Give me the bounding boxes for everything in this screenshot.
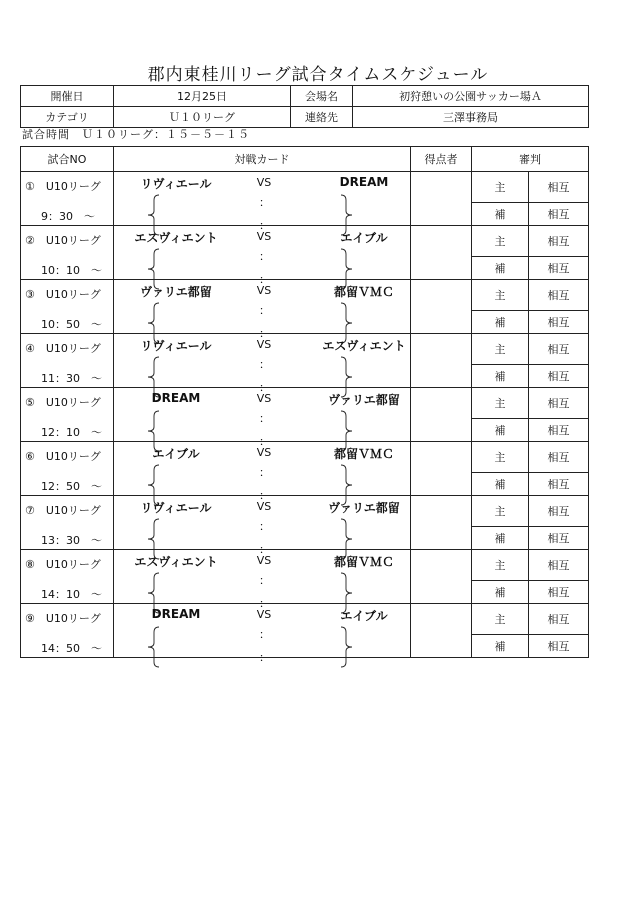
referee-main-value: 相互 [529,388,589,419]
away-team: 都留ＶＭＣ [333,555,394,569]
match-no-cell [21,442,114,496]
score-colon-second-half: ： [259,651,270,664]
referee-assist-value: 相互 [529,635,589,658]
match-number: ① U10リーグ [25,180,101,193]
match-time: 12：50 ～ [41,480,102,493]
referee-assist-label: 補 [472,203,529,226]
match-card-cell [114,550,411,610]
match-card-cell [114,496,411,556]
match-card-cell [114,172,411,232]
score-colon-first-half: ： [259,304,270,317]
match-card-cell [114,334,411,394]
match-no-cell [21,172,114,226]
referee-main-label: 主 [472,280,529,311]
scorer-cell[interactable] [411,550,472,604]
referee-assist-value: 相互 [529,311,589,334]
referee-main-value: 相互 [529,550,589,581]
match-number: ⑧ U10リーグ [25,558,101,571]
scorer-cell[interactable] [411,496,472,550]
home-team: エスヴィエント [134,555,218,569]
match-card-cell [114,388,411,448]
match-number: ⑦ U10リーグ [25,504,101,517]
referee-assist-value: 相互 [529,365,589,388]
match-number: ④ U10リーグ [25,342,101,355]
match-card-cell [114,604,411,664]
vs-label: VS [256,608,272,621]
vs-label: VS [256,554,272,567]
score-colon-first-half: ： [259,196,270,209]
vs-label: VS [256,284,272,297]
away-team: ヴァリエ都留 [328,393,400,407]
match-number: ⑥ U10リーグ [25,450,101,463]
match-number: ③ U10リーグ [25,288,101,301]
venue-value: 初狩憩いの公園サッカー場Ａ [353,86,589,107]
score-colon-first-half: ： [259,412,270,425]
match-time: 9：30 ～ [41,210,95,223]
right-score-bracket-icon [340,626,354,668]
match-row [21,442,589,473]
vs-label: VS [256,230,272,243]
score-colon-first-half: ： [259,466,270,479]
contact-value: 三澤事務局 [353,107,589,128]
referee-assist-label: 補 [472,419,529,442]
referee-assist-label: 補 [472,257,529,280]
score-colon-first-half: ： [259,250,270,263]
away-team: ヴァリエ都留 [328,501,400,515]
score-colon-first-half: ： [259,628,270,641]
vs-label: VS [256,176,272,189]
referee-assist-label: 補 [472,311,529,334]
referee-assist-value: 相互 [529,419,589,442]
match-row [21,334,589,365]
referee-main-value: 相互 [529,442,589,473]
match-time: 13：30 ～ [41,534,102,547]
referee-assist-label: 補 [472,581,529,604]
score-colon-second-half: ： [259,435,270,448]
score-colon-second-half: ： [259,543,270,556]
home-team: ヴァリエ都留 [140,285,212,299]
away-team: エスヴィエント [322,339,406,353]
match-no-cell [21,388,114,442]
match-time-note: 試合時間 Ｕ１０リーグ：１５－５－１５ [22,128,250,141]
referee-assist-label: 補 [472,635,529,658]
home-team: DREAM [151,391,201,405]
match-time: 14：50 ～ [41,642,102,655]
vs-label: VS [256,500,272,513]
match-no-cell [21,604,114,658]
referee-main-value: 相互 [529,280,589,311]
match-no-cell [21,550,114,604]
score-colon-second-half: ： [259,219,270,232]
match-no-cell [21,496,114,550]
referee-assist-value: 相互 [529,473,589,496]
home-team: エスヴィエント [134,231,218,245]
match-row [21,550,589,581]
scorer-cell[interactable] [411,604,472,658]
scorer-cell[interactable] [411,226,472,280]
match-no-cell [21,334,114,388]
referee-main-label: 主 [472,172,529,203]
vs-label: VS [256,446,272,459]
referee-assist-label: 補 [472,473,529,496]
scorer-cell[interactable] [411,334,472,388]
referee-main-value: 相互 [529,496,589,527]
match-row [21,604,589,635]
contact-label: 連絡先 [291,107,353,128]
match-number: ② U10リーグ [25,234,101,247]
vs-label: VS [256,392,272,405]
away-team: 都留ＶＭＣ [333,285,394,299]
home-team: リヴィエール [140,501,212,515]
category-value: Ｕ１０リーグ [114,107,291,128]
away-team: エイブル [340,231,388,245]
home-team: リヴィエール [140,339,212,353]
match-number: ⑨ U10リーグ [25,612,101,625]
away-team: 都留ＶＭＣ [333,447,394,461]
score-colon-first-half: ： [259,520,270,533]
match-card-cell [114,442,411,502]
home-team: リヴィエール [140,177,212,191]
header-match-no: 試合NO [21,147,114,172]
header-card: 対戦カード [114,147,411,172]
match-time: 10：10 ～ [41,264,102,277]
category-label: カテゴリ [21,107,114,128]
home-team: DREAM [151,607,201,621]
date-value: 12月25日 [114,86,291,107]
scorer-cell[interactable] [411,442,472,496]
referee-assist-value: 相互 [529,203,589,226]
referee-assist-label: 補 [472,365,529,388]
left-score-bracket-icon [146,626,160,668]
scorer-cell[interactable] [411,280,472,334]
date-label: 開催日 [21,86,114,107]
header-scorer: 得点者 [411,147,472,172]
home-team: エイブル [152,447,200,461]
match-row [21,172,589,203]
referee-main-value: 相互 [529,334,589,365]
venue-label: 会場名 [291,86,353,107]
referee-main-label: 主 [472,604,529,635]
match-row [21,226,589,257]
event-info-table [20,85,589,128]
referee-main-label: 主 [472,226,529,257]
referee-main-value: 相互 [529,226,589,257]
referee-assist-value: 相互 [529,527,589,550]
match-time: 14：10 ～ [41,588,102,601]
score-colon-first-half: ： [259,574,270,587]
referee-main-label: 主 [472,550,529,581]
match-row [21,388,589,419]
match-row [21,496,589,527]
match-no-cell [21,280,114,334]
header-referee: 審判 [472,147,589,172]
vs-label: VS [256,338,272,351]
match-row [21,280,589,311]
match-time: 10：50 ～ [41,318,102,331]
scorer-cell[interactable] [411,172,472,226]
scorer-cell[interactable] [411,388,472,442]
match-card-cell [114,226,411,286]
referee-main-label: 主 [472,442,529,473]
referee-assist-label: 補 [472,527,529,550]
referee-main-value: 相互 [529,604,589,635]
score-colon-second-half: ： [259,597,270,610]
referee-assist-value: 相互 [529,257,589,280]
score-colon-second-half: ： [259,489,270,502]
referee-main-value: 相互 [529,172,589,203]
match-no-cell [21,226,114,280]
page-title: 郡内東桂川リーグ試合タイムスケジュール [147,65,489,85]
referee-assist-value: 相互 [529,581,589,604]
score-colon-first-half: ： [259,358,270,371]
match-time: 12：10 ～ [41,426,102,439]
match-time: 11：30 ～ [41,372,102,385]
referee-main-label: 主 [472,334,529,365]
score-colon-second-half: ： [259,273,270,286]
schedule-table [20,146,589,664]
away-team: DREAM [339,175,389,189]
match-number: ⑤ U10リーグ [25,396,101,409]
score-colon-second-half: ： [259,381,270,394]
score-colon-second-half: ： [259,327,270,340]
referee-main-label: 主 [472,496,529,527]
away-team: エイブル [340,609,388,623]
referee-main-label: 主 [472,388,529,419]
match-card-cell [114,280,411,340]
